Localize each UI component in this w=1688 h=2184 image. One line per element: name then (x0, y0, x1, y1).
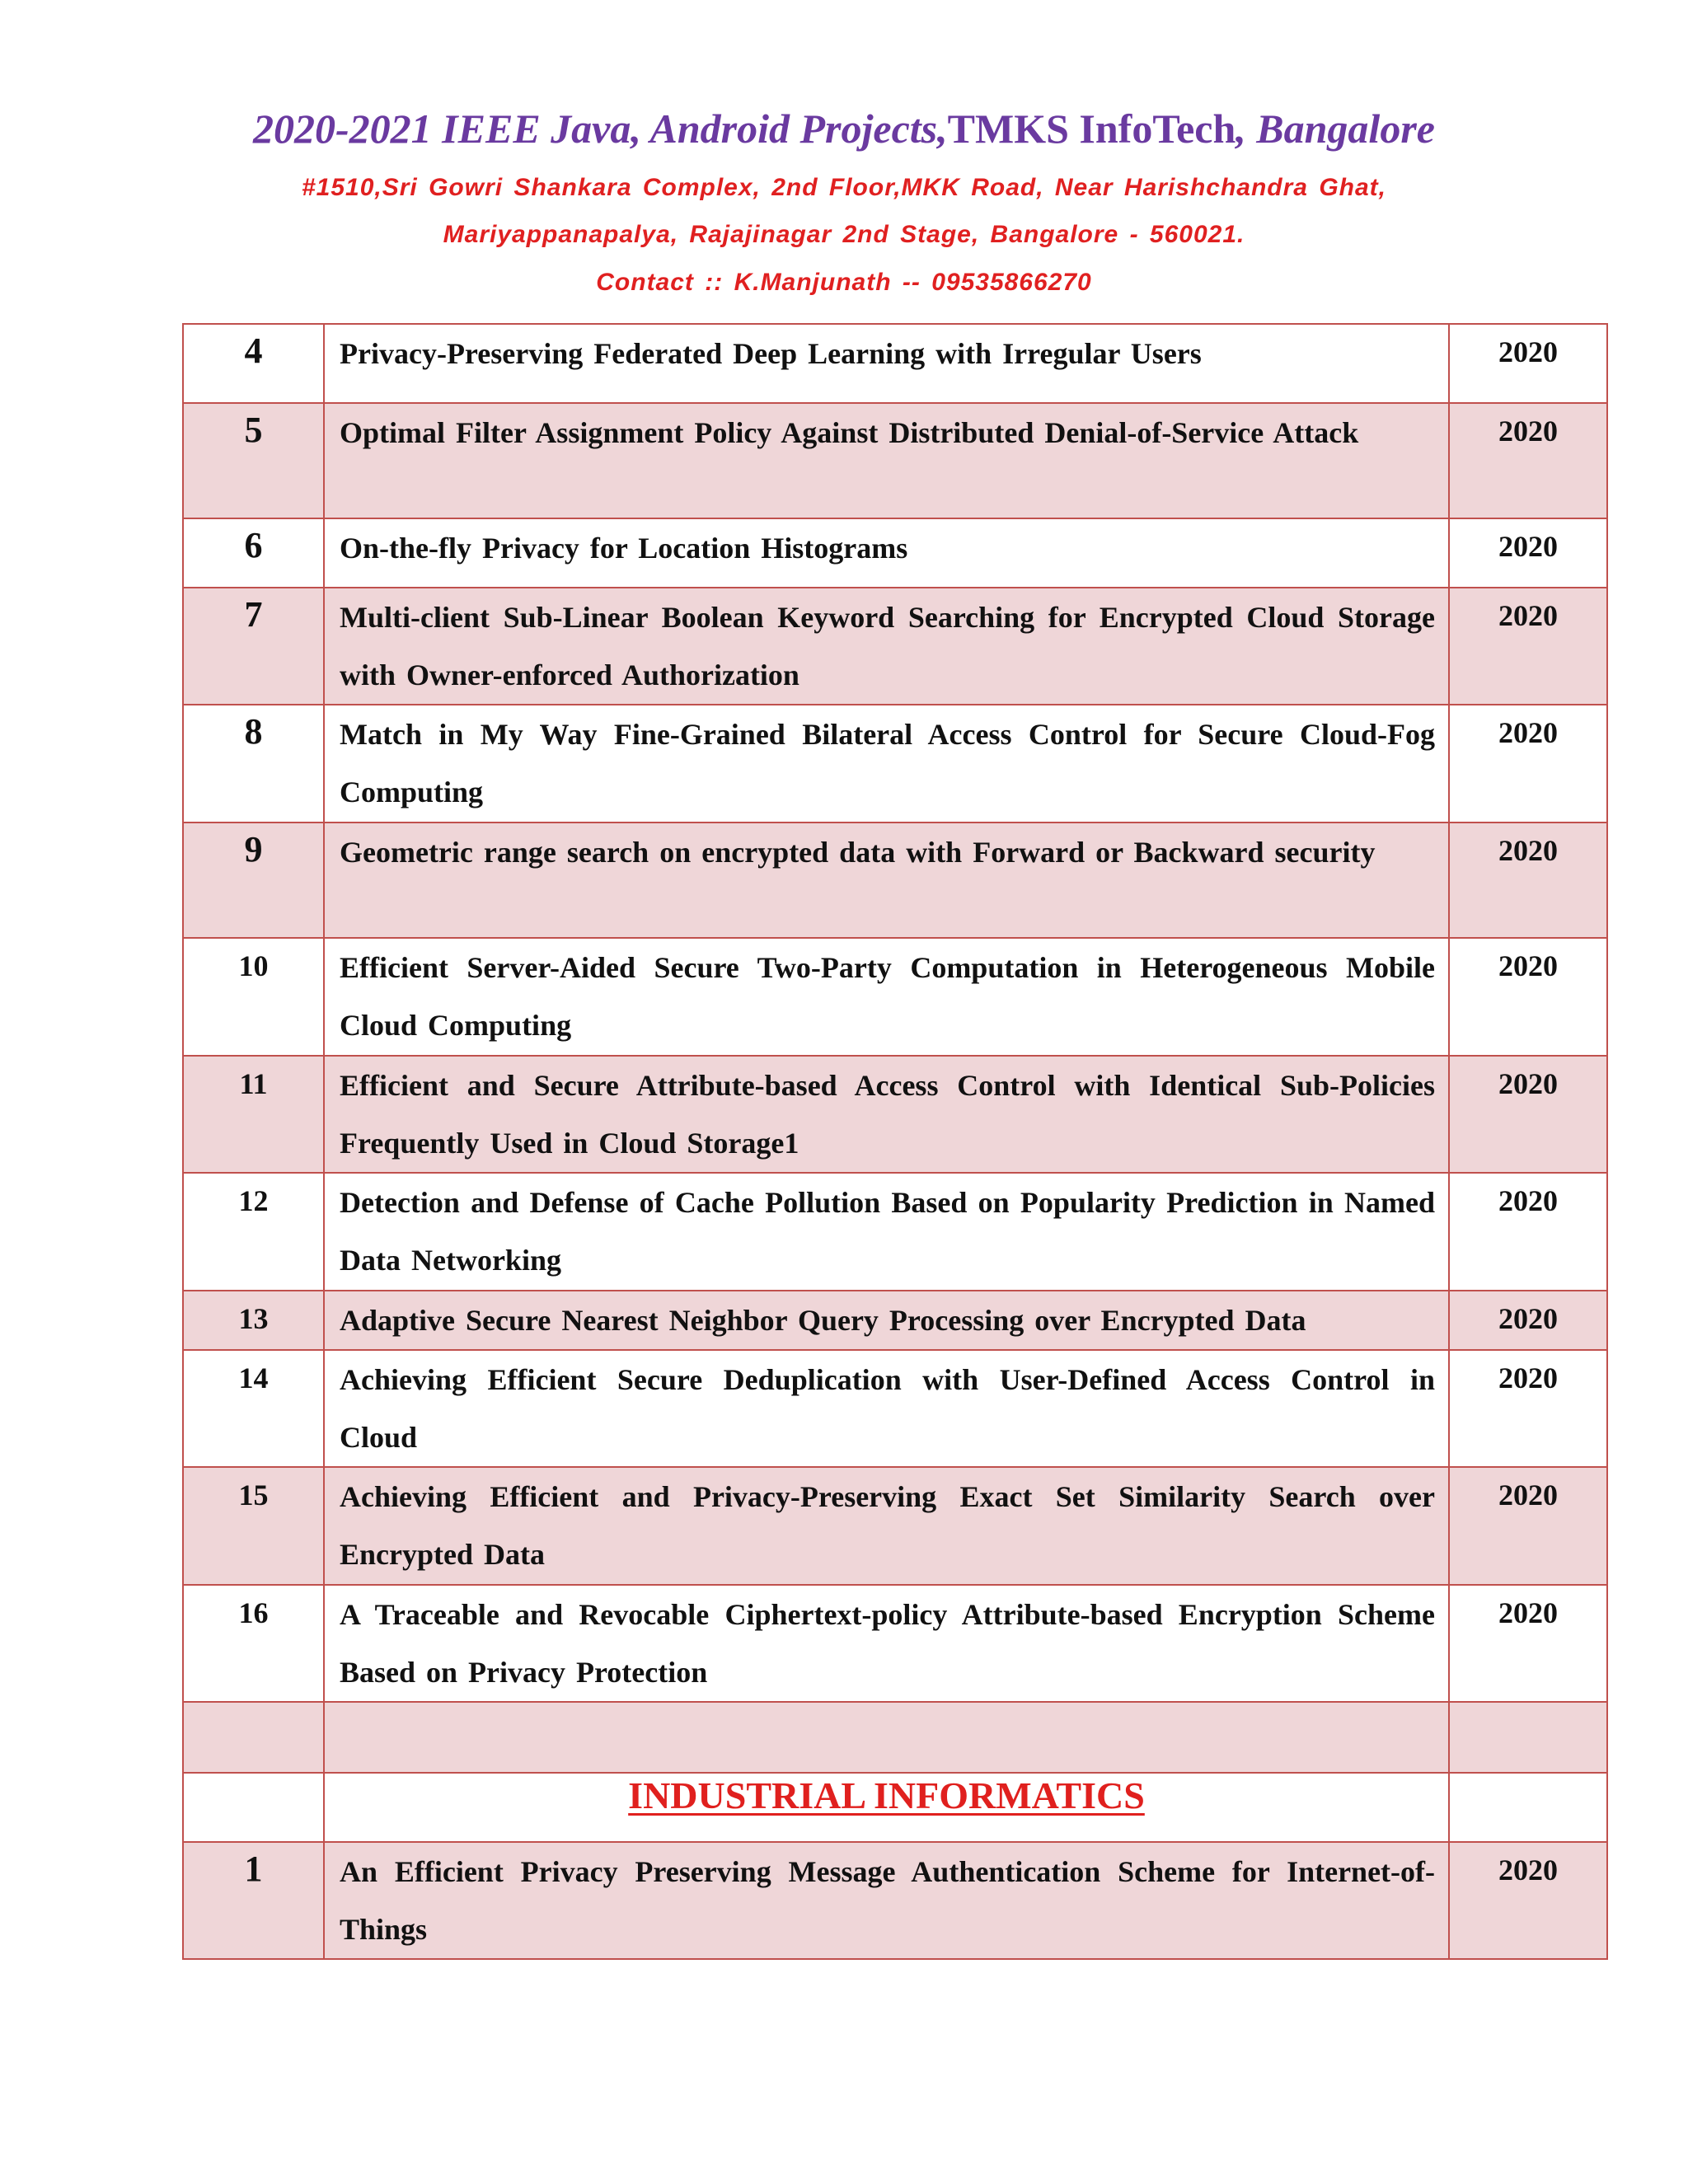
project-title: Achieving Efficient Secure Deduplication with User-Defined Access Control in Cloud (324, 1350, 1449, 1467)
row-number: 15 (183, 1467, 324, 1585)
project-year: 2020 (1449, 1842, 1607, 1959)
project-year: 2020 (1449, 588, 1607, 705)
project-title: Optimal Filter Assignment Policy Against Distributed Denial-of-Service Attack (324, 403, 1449, 518)
empty-cell (183, 1773, 324, 1842)
row-number: 12 (183, 1173, 324, 1291)
project-title: On-the-fly Privacy for Location Histograms (324, 518, 1449, 588)
empty-cell (1449, 1702, 1607, 1773)
table-row (183, 1350, 1607, 1467)
project-year: 2020 (1449, 1291, 1607, 1350)
row-number: 4 (183, 324, 324, 403)
table-row (183, 588, 1607, 705)
project-year: 2020 (1449, 1350, 1607, 1467)
project-table (182, 323, 1608, 1960)
empty-cell (324, 1702, 1449, 1773)
row-number: 8 (183, 705, 324, 823)
table-row (183, 1173, 1607, 1291)
row-number: 1 (183, 1842, 324, 1959)
row-number: 11 (183, 1056, 324, 1173)
row-number: 16 (183, 1585, 324, 1702)
project-title: A Traceable and Revocable Ciphertext-policy Attribute-based Encryption Scheme Based on Privacy Protection (324, 1585, 1449, 1702)
page-title (0, 97, 1688, 160)
project-year: 2020 (1449, 705, 1607, 823)
project-title: Detection and Defense of Cache Pollution Based on Popularity Prediction in Named Data Networking (324, 1173, 1449, 1291)
table-row (183, 1056, 1607, 1173)
row-number: 10 (183, 938, 324, 1056)
title-prefix: 2020-2021 IEEE Java, Android Projects, (253, 105, 948, 152)
table-row (183, 1842, 1607, 1959)
project-year: 2020 (1449, 518, 1607, 588)
table-row (183, 403, 1607, 518)
empty-row (183, 1702, 1607, 1773)
project-title: Adaptive Secure Nearest Neighbor Query Processing over Encrypted Data (324, 1291, 1449, 1350)
table-row (183, 518, 1607, 588)
project-year: 2020 (1449, 1056, 1607, 1173)
address-line-1: #1510,Sri Gowri Shankara Complex, 2nd Floor,MKK Road, Near Harishchandra Ghat, (301, 174, 1386, 201)
table-row (183, 938, 1607, 1056)
row-number: 9 (183, 823, 324, 938)
project-title: Privacy-Preserving Federated Deep Learning with Irregular Users (324, 324, 1449, 403)
project-title: Geometric range search on encrypted data with Forward or Backward security (324, 823, 1449, 938)
project-year: 2020 (1449, 938, 1607, 1056)
project-year: 2020 (1449, 1585, 1607, 1702)
project-year: 2020 (1449, 1173, 1607, 1291)
title-suffix: , Bangalore (1236, 105, 1435, 152)
project-year: 2020 (1449, 403, 1607, 518)
row-number: 14 (183, 1350, 324, 1467)
contact-line: Contact :: K.Manjunath -- 09535866270 (596, 269, 1092, 296)
table-row (183, 1467, 1607, 1585)
table-row (183, 324, 1607, 403)
empty-cell (1449, 1773, 1607, 1842)
project-title: Multi-client Sub-Linear Boolean Keyword Searching for Encrypted Cloud Storage with Owner-enforced Authorization (324, 588, 1449, 705)
empty-cell (183, 1702, 324, 1773)
row-number: 5 (183, 403, 324, 518)
project-year: 2020 (1449, 324, 1607, 403)
project-year: 2020 (1449, 1467, 1607, 1585)
section-heading-row (183, 1773, 1607, 1842)
address-line-2: Mariyappanapalya, Rajajinagar 2nd Stage, Bangalore - 560021. (443, 221, 1245, 248)
project-year: 2020 (1449, 823, 1607, 938)
table-row (183, 823, 1607, 938)
section-heading: INDUSTRIAL INFORMATICS (324, 1773, 1449, 1842)
project-title: Achieving Efficient and Privacy-Preserving Exact Set Similarity Search over Encrypted Data (324, 1467, 1449, 1585)
project-title: Efficient Server-Aided Secure Two-Party Computation in Heterogeneous Mobile Cloud Computing (324, 938, 1449, 1056)
row-number: 7 (183, 588, 324, 705)
page-header (0, 97, 1688, 296)
title-brand: TMKS InfoTech (947, 105, 1236, 152)
project-title: Efficient and Secure Attribute-based Access Control with Identical Sub-Policies Frequently Used in Cloud Storage1 (324, 1056, 1449, 1173)
project-title: An Efficient Privacy Preserving Message Authentication Scheme for Internet-of-Things (324, 1842, 1449, 1959)
project-title: Match in My Way Fine-Grained Bilateral Access Control for Secure Cloud-Fog Computing (324, 705, 1449, 823)
table-row (183, 1585, 1607, 1702)
row-number: 6 (183, 518, 324, 588)
table-row (183, 1291, 1607, 1350)
row-number: 13 (183, 1291, 324, 1350)
table-row (183, 705, 1607, 823)
